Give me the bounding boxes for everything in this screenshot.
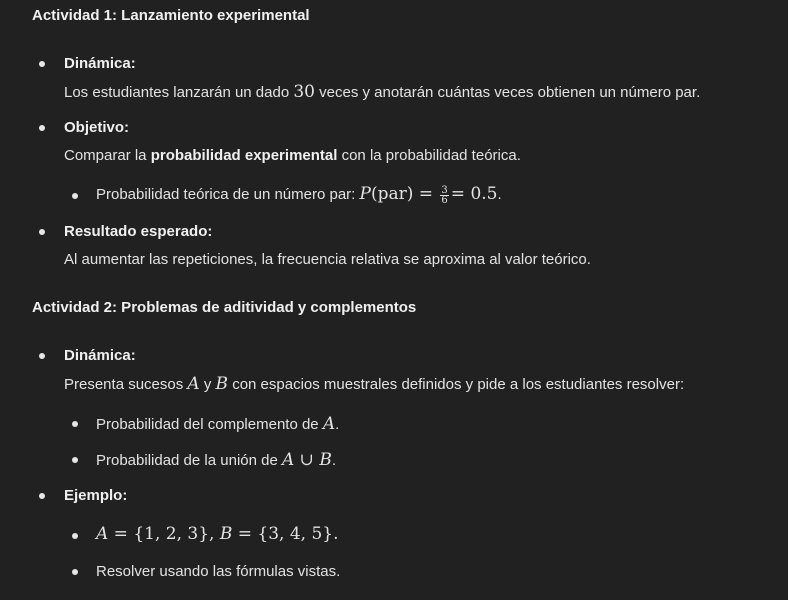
- fraction-denominator: 6: [441, 194, 448, 206]
- activity2-sub-sets: [96, 524, 339, 544]
- math-var: B: [215, 374, 229, 394]
- activity1-resultado-label: Resultado esperado:: [64, 223, 213, 240]
- activity1-dinamica-text: [64, 82, 700, 102]
- bold-text: probabilidad experimental: [150, 147, 338, 164]
- text-segment: Los estudiantes lanzarán un dado: [64, 84, 294, 101]
- text-segment: veces y anotarán cuántas veces obtienen un número par.: [314, 84, 701, 101]
- activity1-resultado-text: Al aumentar las repeticiones, la frecuencia relativa se aproxima al valor teórico.: [64, 251, 591, 268]
- text-segment: y: [199, 376, 216, 393]
- text-segment: Probabilidad de la unión de: [96, 452, 282, 469]
- activity2-sub-union: [96, 450, 336, 470]
- activity1-sub-probability: [96, 184, 502, 205]
- activity2-dinamica-text: [64, 374, 684, 394]
- math-expr: = 0.5: [450, 184, 498, 204]
- math-var: P: [359, 184, 371, 204]
- bullet: [72, 569, 78, 575]
- math-expr: = {1, 2, 3},: [108, 524, 220, 544]
- activity1-dinamica-label: Dinámica:: [64, 55, 136, 72]
- text-segment: Probabilidad teórica de un número par:: [96, 186, 360, 203]
- bullet: [39, 493, 45, 499]
- math-var: A: [96, 524, 109, 544]
- math-number: 30: [293, 82, 315, 102]
- bullet: [39, 229, 45, 235]
- text-segment: Comparar la: [64, 147, 151, 164]
- activity2-sub-complement: [96, 414, 339, 434]
- bullet: [72, 533, 78, 539]
- fraction-numerator: 3: [441, 184, 448, 196]
- bullet: [39, 61, 45, 67]
- activity1-objetivo-text: [64, 147, 521, 164]
- math-expr: = {3, 4, 5}.: [232, 524, 339, 544]
- text-segment: Presenta sucesos: [64, 376, 188, 393]
- bullet: [72, 421, 78, 427]
- text-segment: .: [497, 186, 502, 203]
- fraction: [440, 186, 448, 205]
- activity1-heading: Actividad 1: Lanzamiento experimental: [32, 7, 310, 24]
- math-expr: (par) =: [370, 184, 439, 204]
- bullet: [39, 353, 45, 359]
- bullet: [39, 125, 45, 131]
- math-var: A: [187, 374, 200, 394]
- activity2-sub-resolver: Resolver usando las fórmulas vistas.: [96, 563, 341, 580]
- math-var: A: [281, 450, 295, 470]
- text-segment: .: [335, 416, 340, 433]
- math-var: A: [322, 414, 336, 434]
- math-var: B: [219, 524, 233, 544]
- text-segment: con la probabilidad teórica.: [337, 147, 521, 164]
- math-operator: ∪: [294, 450, 320, 470]
- activity1-objetivo-label: Objetivo:: [64, 119, 130, 136]
- activity2-ejemplo-label: Ejemplo:: [64, 487, 128, 504]
- text-segment: .: [331, 452, 336, 469]
- bullet: [72, 457, 78, 463]
- activity2-heading: Actividad 2: Problemas de aditividad y complementos: [32, 299, 417, 316]
- activity2-dinamica-label: Dinámica:: [64, 347, 136, 364]
- math-var: B: [319, 450, 332, 470]
- text-segment: con espacios muestrales definidos y pide a los estudiantes resolver:: [228, 376, 685, 393]
- bullet: [72, 193, 78, 199]
- text-segment: Probabilidad del complemento de: [96, 416, 323, 433]
